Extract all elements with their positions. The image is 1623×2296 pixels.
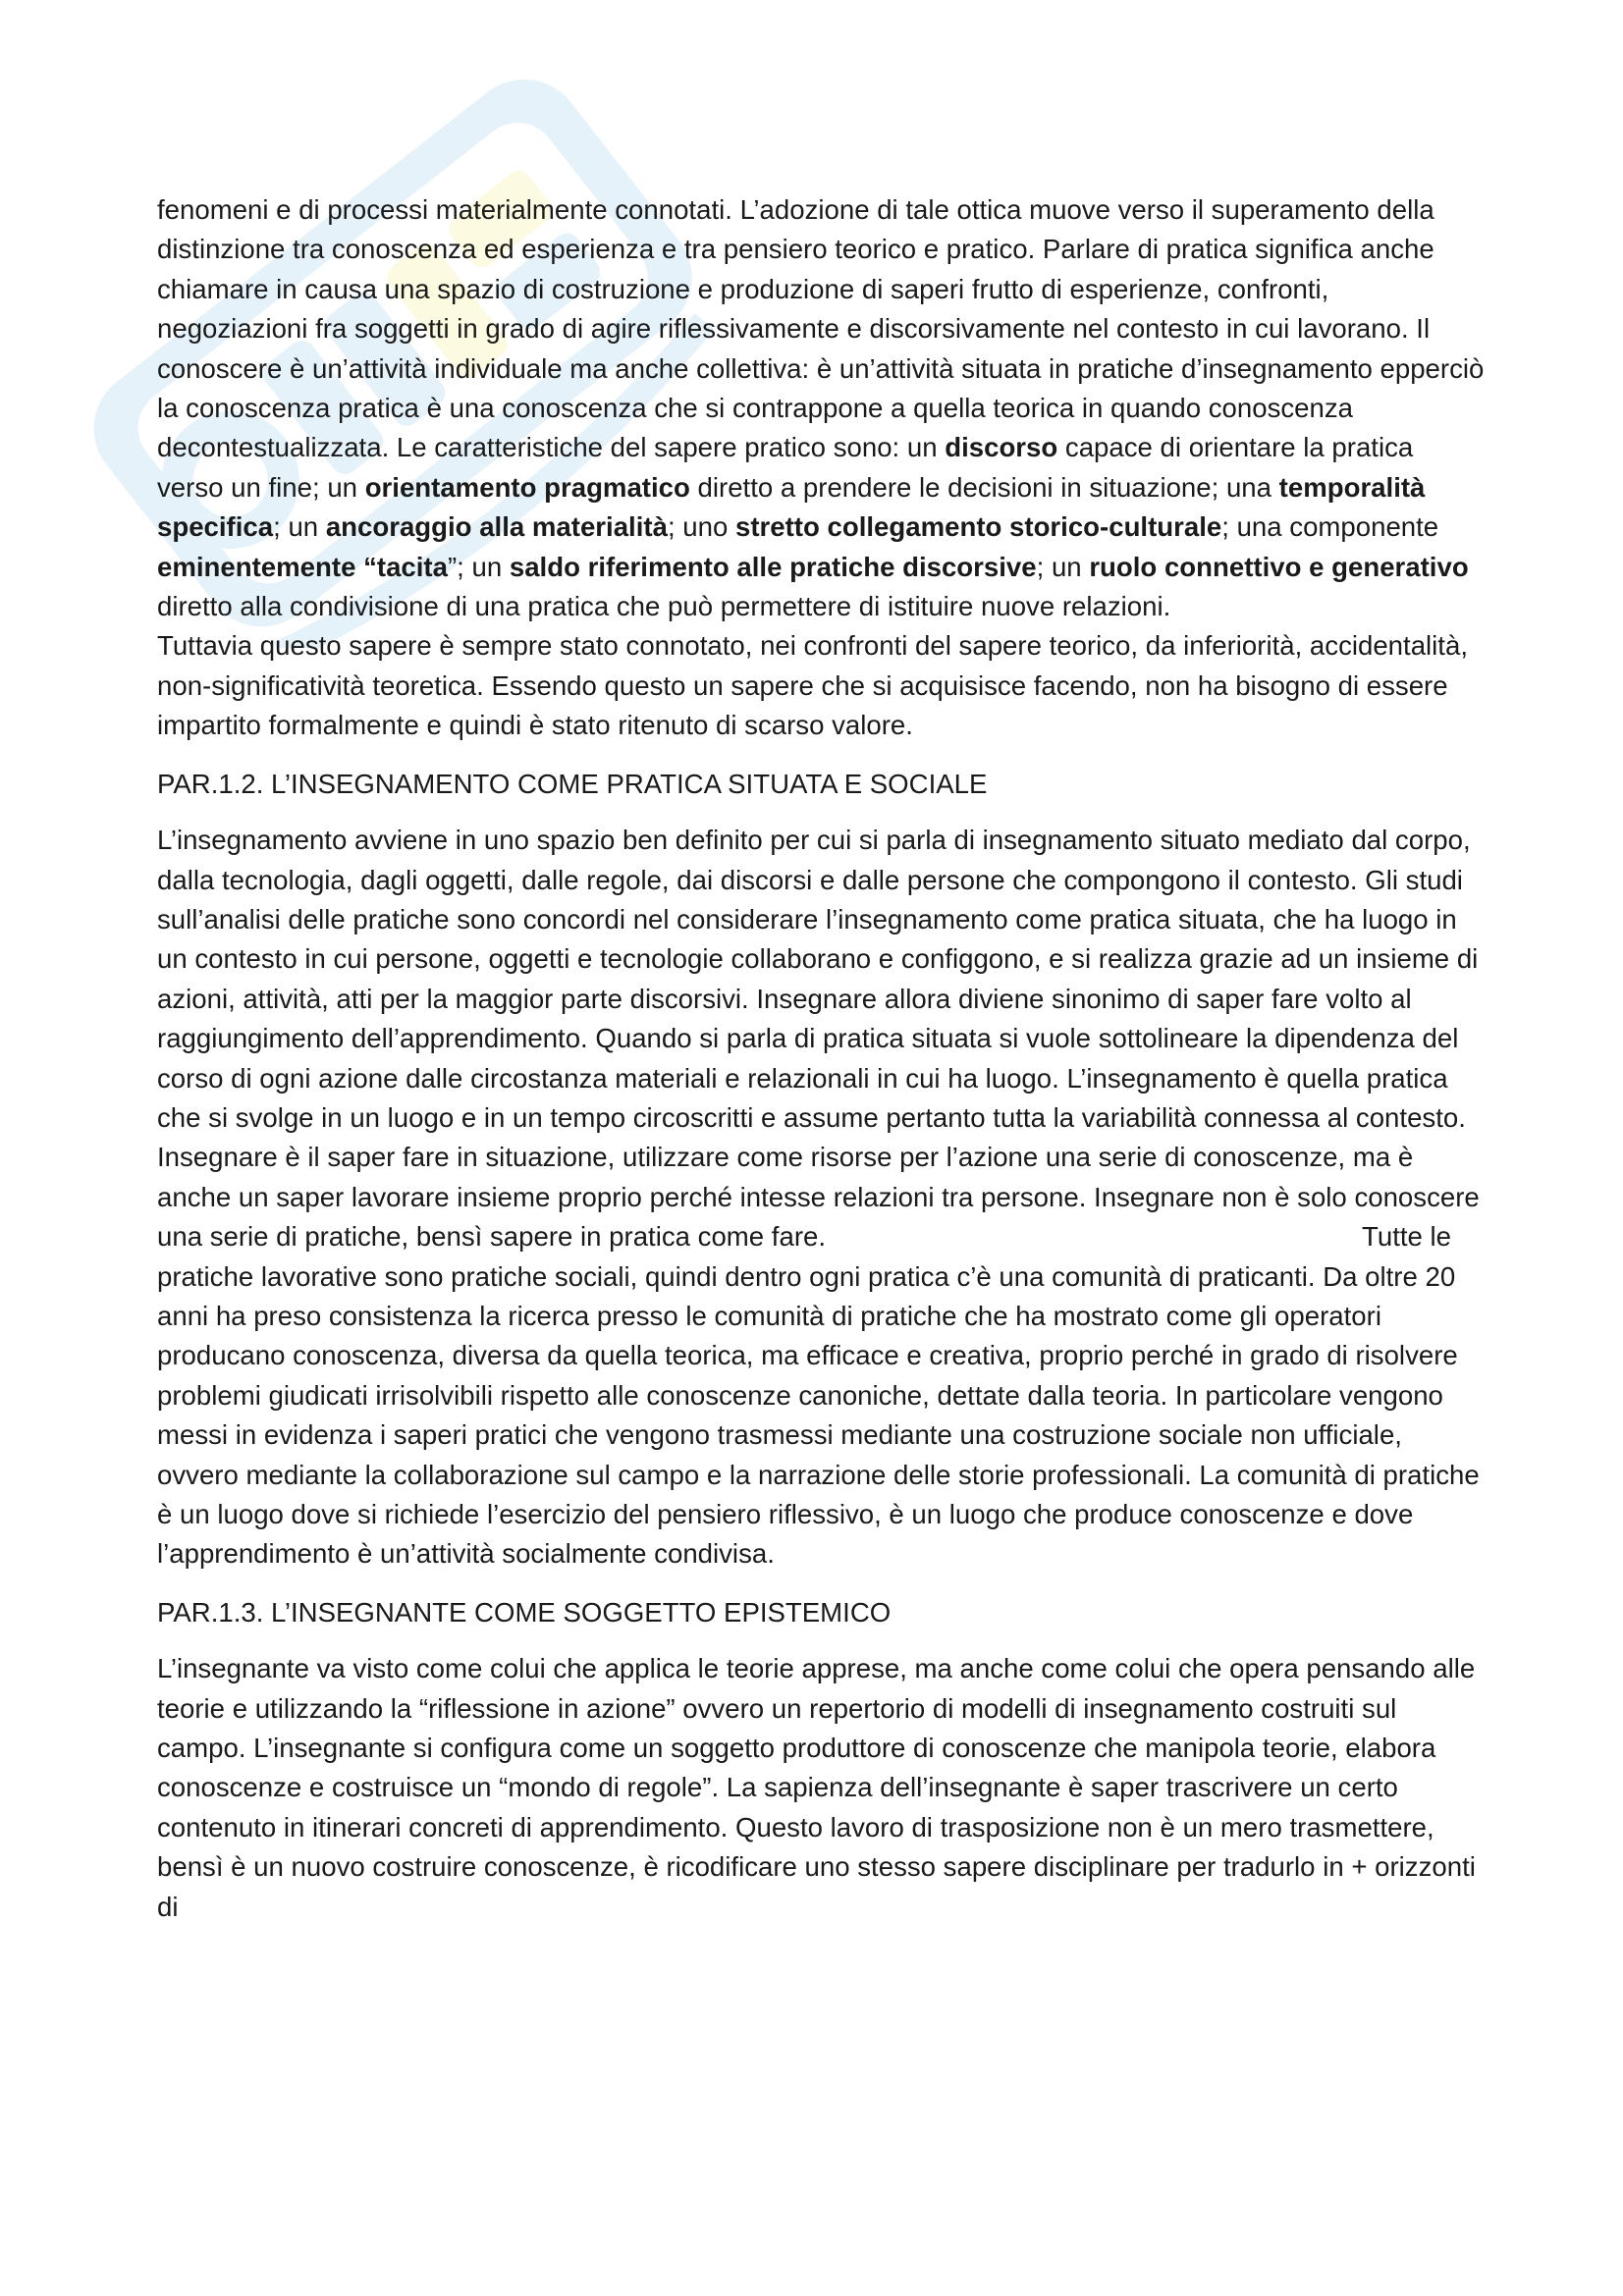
text-span: ; un xyxy=(1036,551,1090,582)
text-span: ; uno xyxy=(667,511,735,543)
text-span: fenomeni e di processi materialmente connotati. L’adozione di tale ottica muove verso il superamento della distinzione tra conoscenza ed esperienza e tra pensiero teorico e pratico. Parlare di pratica significa anche chiamare in causa una spazio di costruzione e produzione di saperi frutto di esperienze, confronti, negoziazioni fra soggetti in grado di agire riflessivamente e discorsivamente nel contesto in cui lavorano. Il conoscere è un’attività individuale ma anche collettiva: è un’attività situata in pratiche d’insegnamento epperciò la conoscenza pratica è una conoscenza che si contrappone a quella teorica in quando conoscenza decontestualizzata. Le caratteristiche del sapere pratico sono: un xyxy=(157,194,1485,463)
bold-term: ruolo connettivo e generativo xyxy=(1089,551,1469,582)
bold-term: eminentemente “tacita xyxy=(157,551,448,582)
text-span: capace di orientare la pratica verso un fine; un xyxy=(157,432,1414,503)
document-page xyxy=(157,190,1485,1927)
bold-term: discorso xyxy=(945,432,1058,463)
bold-term: ancoraggio alla materialità xyxy=(325,511,668,543)
section-heading: PAR.1.2. L’INSEGNAMENTO COME PRATICA SITUATA E SOCIALE xyxy=(157,768,988,799)
bold-term: saldo riferimento alle pratiche discorsive xyxy=(509,551,1037,582)
text-span: ; un xyxy=(273,511,326,543)
paragraph-epistemic-subject: L’insegnante va visto come colui che applica le teorie apprese, ma anche come colui che opera pensando alle teorie e utilizzando la “riflessione in azione” ovvero un repertorio di modelli di insegnamento costruiti sul campo. L’insegnante si configura come un soggetto produttore di conoscenze che manipola teorie, elabora conoscenze e costruisce un “mondo di regole”. La sapienza dell’insegnante è saper trascrivere un certo contenuto in itinerari concreti di apprendimento. Questo lavoro di trasposizione non è un mero trasmettere, bensì è un nuovo costruire conoscenze, è ricodificare uno stesso sapere disciplinare per tradurlo in + orizzonti di xyxy=(157,1653,1476,1922)
paragraph-practical-knowledge xyxy=(157,190,1485,746)
text-span: Tutte le pratiche lavorative sono pratiche sociali, quindi dentro ogni pratica c’è una comunità di praticanti. Da oltre 20 anni ha preso consistenza la ricerca presso le comunità di pratiche che ha mostrato come gli operatori producano conoscenza, diversa da quella teorica, ma efficace e creativa, proprio perché in grado di risolvere problemi giudicati irrisolvibili rispetto alle conoscenze canoniche, dettate dalla teoria. In particolare vengono messi in evidenza i saperi pratici che vengono trasmessi mediante una costruzione sociale non ufficiale, ovvero mediante la collaborazione sul campo e la narrazione delle storie professionali. La comunità di pratiche è un luogo dove si richiede l’esercizio del pensiero riflessivo, è un luogo che produce conoscenze e dove l’apprendimento è un’attività socialmente condivisa. xyxy=(157,1221,1480,1570)
paragraph-situated-teaching xyxy=(157,821,1485,1575)
bold-term: orientamento pragmatico xyxy=(364,471,690,503)
text-span: diretto alla condivisione di una pratica che può permettere di istituire nuove relazioni. xyxy=(157,591,1171,622)
bold-term: temporalità specifica xyxy=(157,471,1426,543)
section-heading: PAR.1.3. L’INSEGNANTE COME SOGGETTO EPISTEMICO xyxy=(157,1596,892,1628)
text-span: L’insegnamento avviene in uno spazio ben definito per cui si parla di insegnamento situato mediato dal corpo, dalla tecnologia, dagli oggetti, dalle regole, dai discorsi e dalle persone che compongono il contesto. Gli studi sull’analisi delle pratiche sono concordi nel considerare l’insegnamento come pratica situata, che ha luogo in un contesto in cui persone, oggetti e tecnologie collaborano e configgono, e si realizza grazie ad un insieme di azioni, attività, atti per la maggior parte discorsivi. Insegnare allora diviene sinonimo di saper fare volto al raggiungimento dell’apprendimento. Quando si parla di pratica situata si vuole sottolineare la dipendenza del corso di ogni azione dalle circostanza materiali e relazionali in cui ha luogo. L’insegnamento è quella pratica che si svolge in un luogo e in un tempo circoscritti e assume pertanto tutta la variabilità connessa al contesto. Insegnare è il saper fare in situazione, utilizzare come risorse per l’azione una serie di conoscenze, ma è anche un saper lavorare insieme proprio perché intesse relazioni tra persone. Insegnare non è solo conoscere una serie di pratiche, bensì sapere in pratica come fare. xyxy=(157,825,1480,1253)
bold-term: stretto collegamento storico-culturale xyxy=(734,511,1222,543)
text-span: ”; un xyxy=(447,551,510,582)
text-span: Tuttavia questo sapere è sempre stato connotato, nei confronti del sapere teorico, da inferiorità, accidentalità, non-significatività teoretica. Essendo questo un sapere che si acquisisce facendo, non ha bisogno di essere impartito formalmente e quindi è stato ritenuto di scarso valore. xyxy=(157,630,1468,741)
text-span: ; una componente xyxy=(1221,511,1439,543)
text-span: diretto a prendere le decisioni in situazione; una xyxy=(689,471,1279,503)
